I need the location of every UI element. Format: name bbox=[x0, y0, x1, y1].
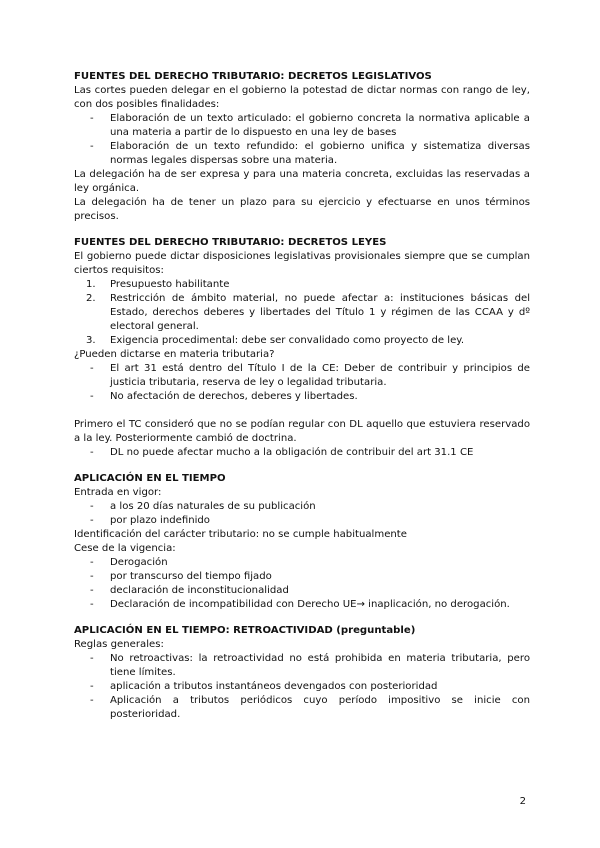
paragraph: El gobierno puede dictar disposiciones legislativas provisionales siempre que se cumplan ciertos requisitos: bbox=[74, 251, 530, 276]
list-item: - Elaboración de un texto refundido: el gobierno unifica y sistematiza diversas normas legales dispersas sobre una materia. bbox=[74, 140, 530, 168]
page-number: 2 bbox=[519, 796, 526, 807]
bullet-list bbox=[74, 556, 530, 612]
list-item: - por transcurso del tiempo fijado bbox=[74, 570, 530, 584]
numbered-list bbox=[74, 278, 530, 348]
paragraph: Reglas generales: bbox=[74, 639, 164, 650]
section-heading: FUENTES DEL DERECHO TRIBUTARIO: DECRETOS LEGISLATIVOS bbox=[74, 71, 432, 82]
list-number: 1. bbox=[86, 279, 96, 290]
list-item: - DL no puede afectar mucho a la obligación de contribuir del art 31.1 CE bbox=[74, 446, 530, 460]
section-heading: APLICACIÓN EN EL TIEMPO bbox=[74, 473, 226, 484]
section-heading: APLICACIÓN EN EL TIEMPO: RETROACTIVIDAD (preguntable) bbox=[74, 625, 416, 636]
list-item: - No retroactivas: la retroactividad no está prohibida en materia tributaria, pero tiene límites. bbox=[74, 652, 530, 680]
list-item: - Elaboración de un texto articulado: el gobierno concreta la normativa aplicable a una materia a partir de lo dispuesto en una ley de bases bbox=[74, 112, 530, 140]
section-retroactividad bbox=[74, 624, 530, 722]
document-page bbox=[74, 70, 530, 722]
paragraph: Primero el TC consideró que no se podían regular con DL aquello que estuviera reservado a la ley. Posteriormente cambió de doctrina. bbox=[74, 419, 530, 444]
paragraph: Cese de la vigencia: bbox=[74, 543, 176, 554]
spacer bbox=[74, 404, 530, 418]
list-item: - El art 31 está dentro del Título I de la CE: Deber de contribuir y principios de justicia tributaria, reserva de ley o legalidad tributaria. bbox=[74, 362, 530, 390]
list-item: - a los 20 días naturales de su publicación bbox=[74, 500, 530, 514]
bullet-list bbox=[74, 362, 530, 404]
list-text: Presupuesto habilitante bbox=[110, 279, 230, 290]
bullet-list bbox=[74, 500, 530, 528]
section-decretos-legislativos bbox=[74, 70, 530, 224]
list-item: - Declaración de incompatibilidad con Derecho UE→ inaplicación, no derogación. bbox=[74, 598, 530, 612]
paragraph: La delegación ha de ser expresa y para una materia concreta, excluidas las reservadas a ley orgánica. bbox=[74, 169, 530, 194]
list-item: - Aplicación a tributos periódicos cuyo período impositivo se inicie con posterioridad. bbox=[74, 694, 530, 722]
section-heading: FUENTES DEL DERECHO TRIBUTARIO: DECRETOS LEYES bbox=[74, 237, 387, 248]
list-number: 2. bbox=[86, 293, 96, 304]
list-item bbox=[74, 278, 530, 292]
bullet-list bbox=[74, 446, 530, 460]
paragraph: La delegación ha de tener un plazo para su ejercicio y efectuarse en unos términos precisos. bbox=[74, 197, 530, 222]
section-aplicacion-tiempo bbox=[74, 472, 530, 612]
paragraph: ¿Pueden dictarse en materia tributaria? bbox=[74, 349, 275, 360]
list-item bbox=[74, 334, 530, 348]
paragraph: Las cortes pueden delegar en el gobierno la potestad de dictar normas con rango de ley, con dos posibles finalidades: bbox=[74, 85, 530, 110]
bullet-list bbox=[74, 652, 530, 722]
list-item: - Derogación bbox=[74, 556, 530, 570]
paragraph: Identificación del carácter tributario: no se cumple habitualmente bbox=[74, 529, 407, 540]
list-item bbox=[74, 292, 530, 334]
list-number: 3. bbox=[86, 335, 96, 346]
list-item: - No afectación de derechos, deberes y libertades. bbox=[74, 390, 530, 404]
paragraph: Entrada en vigor: bbox=[74, 487, 162, 498]
section-decretos-leyes bbox=[74, 236, 530, 460]
list-item: - por plazo indefinido bbox=[74, 514, 530, 528]
list-text: Exigencia procedimental: debe ser convalidado como proyecto de ley. bbox=[110, 335, 465, 346]
bullet-list bbox=[74, 112, 530, 168]
list-text: Restricción de ámbito material, no puede afectar a: instituciones básicas del Estado, derechos deberes y libertades del Título 1 y régimen de las CCAA y dº electoral general. bbox=[110, 293, 530, 332]
list-item: - aplicación a tributos instantáneos devengados con posterioridad bbox=[74, 680, 530, 694]
list-item: - declaración de inconstitucionalidad bbox=[74, 584, 530, 598]
